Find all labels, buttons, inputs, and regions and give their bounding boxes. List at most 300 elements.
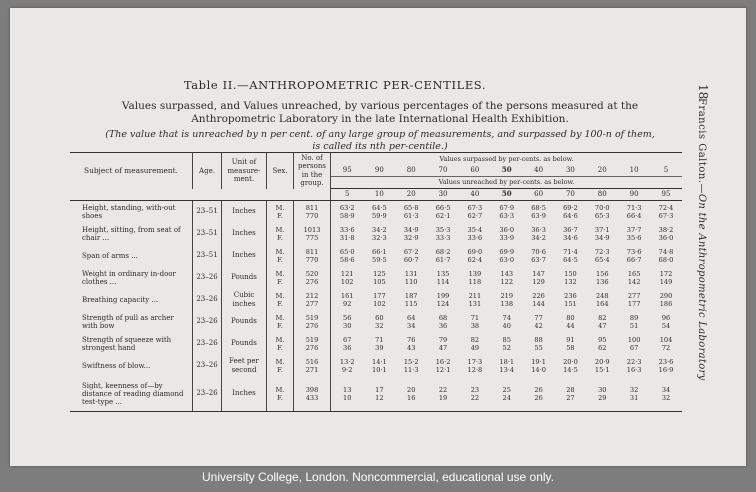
female-value: 24 (502, 393, 511, 402)
page-number: 18 (696, 84, 710, 100)
male-value: 35·3 (435, 225, 451, 234)
header-surpassed: Values surpassed by per-cents. as below. (331, 153, 683, 166)
value-cell (331, 267, 364, 289)
count-value: 519 (305, 335, 319, 344)
female-value: 122 (500, 277, 514, 286)
sex-label: F. (277, 365, 283, 374)
value-cell (331, 355, 364, 377)
value-cell (586, 377, 618, 412)
percentile-table (70, 152, 682, 412)
male-value: 33·6 (339, 225, 355, 234)
value-cell (650, 377, 682, 412)
value-cell (650, 267, 682, 289)
value-cell (650, 289, 682, 311)
value-cell (586, 333, 618, 355)
male-value: 277 (627, 291, 641, 300)
male-value: 77 (534, 313, 543, 322)
female-value: 16·3 (626, 365, 642, 374)
male-value: 23 (470, 385, 480, 394)
sex-label: M. (275, 203, 285, 212)
value-cell (650, 333, 682, 355)
value-cell (331, 245, 364, 267)
value-cell (586, 223, 618, 245)
male-value: 22·3 (626, 357, 642, 366)
female-value: 66·4 (626, 211, 642, 220)
female-value: 58·9 (339, 211, 355, 220)
surpassed-pct-9: 10 (618, 165, 650, 177)
female-value: 32 (375, 321, 384, 330)
count-value: 276 (305, 277, 319, 286)
female-value: 144 (532, 299, 545, 308)
male-value: 36·3 (531, 225, 546, 234)
value-cell (459, 267, 491, 289)
sex-label: M. (275, 357, 285, 366)
female-value: 32 (661, 393, 671, 402)
table-title: Table II.—ANTHROPOMETRIC PER-CENTILES. (183, 78, 487, 92)
female-value: 62·1 (435, 211, 451, 220)
value-cell (427, 311, 459, 333)
male-value: 143 (500, 269, 514, 278)
value-cell (650, 200, 682, 223)
female-value: 138 (500, 299, 514, 308)
female-value: 13·4 (499, 365, 515, 374)
female-value: 16 (407, 393, 416, 402)
female-value: 132 (564, 277, 577, 286)
value-cell (395, 311, 427, 333)
female-value: 63·9 (531, 211, 546, 220)
row-sex (267, 245, 294, 267)
value-cell (586, 245, 618, 267)
row-unit: Inches (222, 223, 267, 245)
male-value: 13 (343, 385, 352, 394)
table-row (70, 377, 682, 412)
female-value: 67 (629, 343, 639, 352)
male-value: 91 (566, 335, 575, 344)
row-subject: Height, standing, with-out shoes (70, 200, 193, 223)
running-author: Francis Galton. (696, 98, 707, 184)
female-value: 58·6 (339, 255, 355, 264)
row-sex (267, 223, 294, 245)
unreached-pct-0: 5 (331, 189, 364, 201)
value-cell (395, 333, 427, 355)
male-value: 125 (373, 269, 386, 278)
row-sex (267, 377, 294, 412)
table-row (70, 355, 682, 377)
female-value: 164 (595, 299, 609, 308)
male-value: 67·3 (467, 203, 483, 212)
female-value: 14·0 (531, 365, 546, 374)
male-value: 67 (343, 335, 352, 344)
unreached-pct-8: 80 (586, 189, 618, 201)
male-value: 139 (468, 269, 482, 278)
value-cell (395, 267, 427, 289)
value-cell (650, 223, 682, 245)
surpassed-pct-0: 95 (331, 165, 364, 177)
value-cell (331, 377, 364, 412)
female-value: 92 (343, 299, 352, 308)
row-count (294, 267, 331, 289)
unreached-pct-4: 40 (459, 189, 491, 201)
female-value: 51 (629, 321, 639, 330)
male-value: 26 (534, 385, 543, 394)
male-value: 95 (598, 335, 607, 344)
value-cell (650, 355, 682, 377)
female-value: 34 (407, 321, 416, 330)
female-value: 31 (629, 393, 639, 402)
value-cell (523, 333, 555, 355)
surpassed-pct-3: 70 (427, 165, 459, 177)
male-value: 30 (598, 385, 607, 394)
row-count (294, 200, 331, 223)
female-value: 11·3 (403, 365, 419, 374)
male-value: 71 (470, 313, 480, 322)
female-value: 64·6 (563, 211, 578, 220)
female-value: 31·8 (339, 233, 355, 242)
row-subject: Swiftness of blow... (70, 355, 193, 377)
row-subject: Span of arms ... (70, 245, 193, 267)
male-value: 187 (404, 291, 418, 300)
value-cell (427, 200, 459, 223)
row-unit: Feet per second (222, 355, 267, 377)
male-value: 147 (532, 269, 545, 278)
surpassed-pct-8: 20 (586, 165, 618, 177)
female-value: 14·5 (563, 365, 578, 374)
value-cell (523, 200, 555, 223)
unreached-pct-7: 70 (555, 189, 587, 201)
row-unit: Cubic inches (222, 289, 267, 311)
value-cell (491, 377, 523, 412)
sex-label: F. (277, 211, 283, 220)
male-value: 32 (629, 385, 639, 394)
row-age: 23–26 (193, 267, 222, 289)
value-cell (618, 289, 650, 311)
male-value: 290 (659, 291, 673, 300)
female-value: 34·9 (594, 233, 610, 242)
table-row (70, 333, 682, 355)
male-value: 13·2 (339, 357, 355, 366)
male-value: 36·0 (499, 225, 515, 234)
value-cell (427, 223, 459, 245)
value-cell (586, 311, 618, 333)
count-value: 520 (305, 269, 319, 278)
row-subject: Height, sitting, from seat of chair ... (70, 223, 193, 245)
male-value: 73·6 (626, 247, 642, 256)
value-cell (523, 289, 555, 311)
value-cell (395, 245, 427, 267)
male-value: 69·0 (467, 247, 483, 256)
table-note: (The value that is unreached by n per cent. of any large group of measurements, and surpassed by 100-n of them, is called its nth per-centile.) (105, 129, 655, 152)
value-cell (459, 245, 491, 267)
male-value: 36·7 (563, 225, 578, 234)
female-value: 61·7 (435, 255, 451, 264)
value-cell (491, 267, 523, 289)
header-sex: Sex. (267, 153, 294, 189)
male-value: 37·1 (594, 225, 610, 234)
male-value: 34·9 (403, 225, 419, 234)
value-cell (459, 355, 491, 377)
male-value: 76 (407, 335, 416, 344)
female-value: 67·3 (658, 211, 674, 220)
header-unit: Unit of measure-ment. (222, 153, 267, 189)
female-value: 42 (534, 321, 543, 330)
female-value: 61·3 (403, 211, 419, 220)
row-sex (267, 200, 294, 223)
value-cell (586, 355, 618, 377)
header-number: No. of persons in the group. (294, 153, 331, 189)
female-value: 12·1 (435, 365, 451, 374)
table-row (70, 245, 682, 267)
row-subject: Strength of pull as archer with bow (70, 311, 193, 333)
row-unit: Inches (222, 245, 267, 267)
row-unit: Inches (222, 200, 267, 223)
male-value: 72·4 (658, 203, 674, 212)
female-value: 33·9 (499, 233, 515, 242)
male-value: 20·0 (563, 357, 578, 366)
running-header (696, 98, 707, 381)
header-age: Age. (193, 153, 222, 189)
female-value: 55 (534, 343, 543, 352)
sex-label: F. (277, 255, 283, 264)
value-cell (459, 200, 491, 223)
female-value: 102 (373, 299, 386, 308)
value-cell (491, 355, 523, 377)
count-value: 811 (305, 247, 319, 256)
male-value: 80 (566, 313, 575, 322)
male-value: 65·8 (403, 203, 419, 212)
header-subject: Subject of measurement. (70, 153, 193, 189)
male-value: 74·8 (658, 247, 674, 256)
female-value: 52 (502, 343, 511, 352)
value-cell (555, 267, 587, 289)
surpassed-pct-6: 40 (523, 165, 555, 177)
female-value: 47 (598, 321, 607, 330)
female-value: 9·2 (341, 365, 353, 374)
value-cell (523, 223, 555, 245)
male-value: 150 (564, 269, 577, 278)
row-sex (267, 289, 294, 311)
table-row (70, 289, 682, 311)
female-value: 27 (566, 393, 575, 402)
male-value: 28 (566, 385, 575, 394)
female-value: 32·9 (403, 233, 419, 242)
male-value: 63·2 (339, 203, 355, 212)
value-cell (427, 377, 459, 412)
male-value: 131 (404, 269, 418, 278)
female-value: 118 (468, 277, 482, 286)
row-unit: Pounds (222, 333, 267, 355)
row-subject: Strength of squeeze with strongest hand (70, 333, 193, 355)
value-cell (555, 377, 587, 412)
row-count (294, 223, 331, 245)
male-value: 79 (438, 335, 448, 344)
female-value: 33·6 (467, 233, 483, 242)
value-cell (555, 289, 587, 311)
male-value: 69·9 (499, 247, 515, 256)
sex-label: F. (277, 393, 283, 402)
male-value: 69·2 (563, 203, 578, 212)
value-cell (555, 333, 587, 355)
male-value: 15·2 (403, 357, 419, 366)
female-value: 34·2 (531, 233, 546, 242)
count-value: 271 (305, 365, 319, 374)
male-value: 64 (407, 313, 416, 322)
female-value: 177 (627, 299, 641, 308)
female-value: 151 (564, 299, 577, 308)
female-value: 19 (438, 393, 448, 402)
male-value: 17 (375, 385, 384, 394)
female-value: 66·7 (626, 255, 642, 264)
row-count (294, 377, 331, 412)
male-value: 74 (502, 313, 511, 322)
value-cell (363, 377, 395, 412)
female-value: 58 (566, 343, 575, 352)
female-value: 65·3 (594, 211, 610, 220)
male-value: 71 (375, 335, 384, 344)
sex-label: M. (275, 247, 285, 256)
value-cell (427, 245, 459, 267)
female-value: 136 (595, 277, 609, 286)
female-value: 16·9 (658, 365, 674, 374)
male-value: 66·1 (372, 247, 387, 256)
count-value: 212 (305, 291, 319, 300)
row-count (294, 311, 331, 333)
male-value: 18·1 (499, 357, 515, 366)
female-value: 63·7 (531, 255, 546, 264)
value-cell (363, 223, 395, 245)
female-value: 124 (436, 299, 450, 308)
unreached-pct-9: 90 (618, 189, 650, 201)
value-cell (555, 245, 587, 267)
count-value: 516 (305, 357, 319, 366)
value-cell (427, 267, 459, 289)
value-cell (618, 267, 650, 289)
male-value: 25 (502, 385, 511, 394)
value-cell (618, 355, 650, 377)
female-value: 43 (407, 343, 416, 352)
male-value: 248 (595, 291, 609, 300)
count-value: 276 (305, 321, 319, 330)
unreached-pct-2: 20 (395, 189, 427, 201)
male-value: 17·3 (467, 357, 483, 366)
female-value: 64·5 (563, 255, 578, 264)
value-cell (331, 333, 364, 355)
value-cell (363, 355, 395, 377)
row-unit: Inches (222, 377, 267, 412)
count-value: 775 (305, 233, 319, 242)
female-value: 35·6 (626, 233, 642, 242)
male-value: 68 (438, 313, 448, 322)
surpassed-pct-7: 30 (555, 165, 587, 177)
male-value: 60 (375, 313, 384, 322)
value-cell (331, 289, 364, 311)
value-cell (395, 223, 427, 245)
header-unreached: Values unreached by per-cents. as below. (331, 177, 683, 189)
value-cell (459, 333, 491, 355)
male-value: 71·3 (626, 203, 642, 212)
male-value: 23·6 (658, 357, 674, 366)
female-value: 142 (627, 277, 641, 286)
female-value: 60·7 (403, 255, 419, 264)
value-cell (491, 289, 523, 311)
value-cell (459, 377, 491, 412)
male-value: 88 (534, 335, 543, 344)
male-value: 35·4 (467, 225, 483, 234)
value-cell (555, 223, 587, 245)
male-value: 72·3 (594, 247, 610, 256)
female-value: 10 (343, 393, 352, 402)
male-value: 89 (629, 313, 639, 322)
row-age: 23–26 (193, 355, 222, 377)
surpassed-pct-2: 80 (395, 165, 427, 177)
value-cell (395, 200, 427, 223)
row-subject: Sight, keenness of—by distance of reading diamond test-type ... (70, 377, 193, 412)
male-value: 68·5 (531, 203, 546, 212)
sex-label: M. (275, 225, 285, 234)
table-row (70, 267, 682, 289)
count-value: 276 (305, 343, 319, 352)
female-value: 131 (468, 299, 482, 308)
female-value: 44 (566, 321, 575, 330)
male-value: 165 (627, 269, 641, 278)
female-value: 32·3 (372, 233, 387, 242)
female-value: 15·1 (594, 365, 610, 374)
row-count (294, 289, 331, 311)
female-value: 149 (659, 277, 673, 286)
count-value: 433 (305, 393, 319, 402)
value-cell (331, 311, 364, 333)
male-value: 226 (532, 291, 545, 300)
row-sex (267, 355, 294, 377)
female-value: 34·6 (563, 233, 578, 242)
row-age: 23–26 (193, 311, 222, 333)
value-cell (363, 311, 395, 333)
row-subject: Breathing capacity ... (70, 289, 193, 311)
female-value: 40 (502, 321, 511, 330)
female-value: 33·3 (435, 233, 451, 242)
running-title: —On the Anthropometric Laboratory (696, 183, 707, 381)
value-cell (555, 355, 587, 377)
male-value: 82 (470, 335, 480, 344)
female-value: 65·4 (594, 255, 610, 264)
table-row (70, 200, 682, 223)
male-value: 177 (373, 291, 386, 300)
row-age: 23–51 (193, 200, 222, 223)
male-value: 219 (500, 291, 514, 300)
value-cell (618, 223, 650, 245)
value-cell (586, 289, 618, 311)
row-subject: Weight in ordinary in-door clothes ... (70, 267, 193, 289)
row-unit: Pounds (222, 267, 267, 289)
row-sex (267, 333, 294, 355)
value-cell (427, 355, 459, 377)
female-value: 29 (598, 393, 607, 402)
row-count (294, 245, 331, 267)
female-value: 62 (598, 343, 607, 352)
header-spacer (70, 189, 331, 201)
female-value: 186 (659, 299, 673, 308)
male-value: 67·9 (499, 203, 515, 212)
surpassed-pct-1: 90 (363, 165, 395, 177)
male-value: 56 (343, 313, 352, 322)
female-value: 49 (470, 343, 480, 352)
male-value: 65·0 (339, 247, 355, 256)
value-cell (555, 200, 587, 223)
row-count (294, 355, 331, 377)
female-value: 129 (532, 277, 545, 286)
value-cell (618, 377, 650, 412)
value-cell (491, 200, 523, 223)
female-value: 102 (340, 277, 354, 286)
